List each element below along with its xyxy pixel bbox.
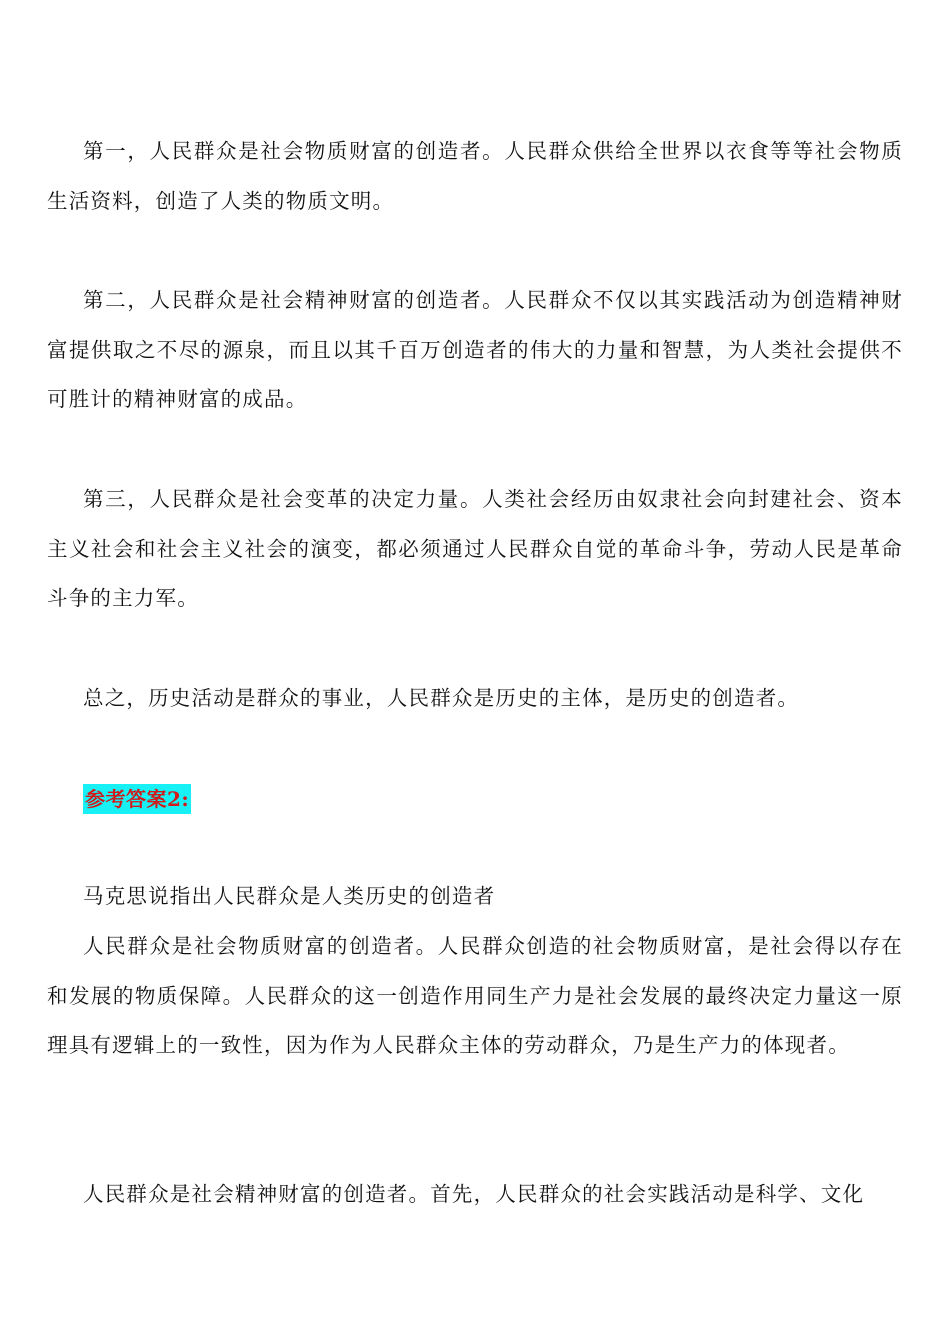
answer-spiritual-wealth-paragraph: 人民群众是社会精神财富的创造者。首先，人民群众的社会实践活动是科学、文化 [83, 1182, 865, 1206]
paragraph-summary: 总之，历史活动是群众的事业，人民群众是历史的主体，是历史的创造者。 [83, 686, 800, 710]
paragraph-second-point: 第二，人民群众是社会精神财富的创造者。人民群众不仅以其实践活动为创造精神财富提供取之不尽的源泉，而且以其千百万创造者的伟大的力量和智慧，为人类社会提供不可胜计的精神财富的成品。 [47, 288, 903, 411]
reference-answer-heading: 参考答案2: [83, 784, 191, 814]
paragraph-third-point: 第三，人民群众是社会变革的决定力量。人类社会经历由奴隶社会向封建社会、资本主义社会和社会主义社会的演变，都必须通过人民群众自觉的革命斗争，劳动人民是革命斗争的主力军。 [47, 487, 903, 610]
paragraph-first-point: 第一，人民群众是社会物质财富的创造者。人民群众供给全世界以衣食等等社会物质生活资料，创造了人类的物质文明。 [47, 139, 903, 213]
answer-material-wealth-paragraph: 人民群众是社会物质财富的创造者。人民群众创造的社会物质财富，是社会得以存在和发展的物质保障。人民群众的这一创造作用同生产力是社会发展的最终决定力量这一原理具有逻辑上的一致性，因为作为人民群众主体的劳动群众，乃是生产力的体现者。 [47, 934, 903, 1057]
answer-intro-paragraph: 马克思说指出人民群众是人类历史的创造者 [83, 884, 496, 908]
